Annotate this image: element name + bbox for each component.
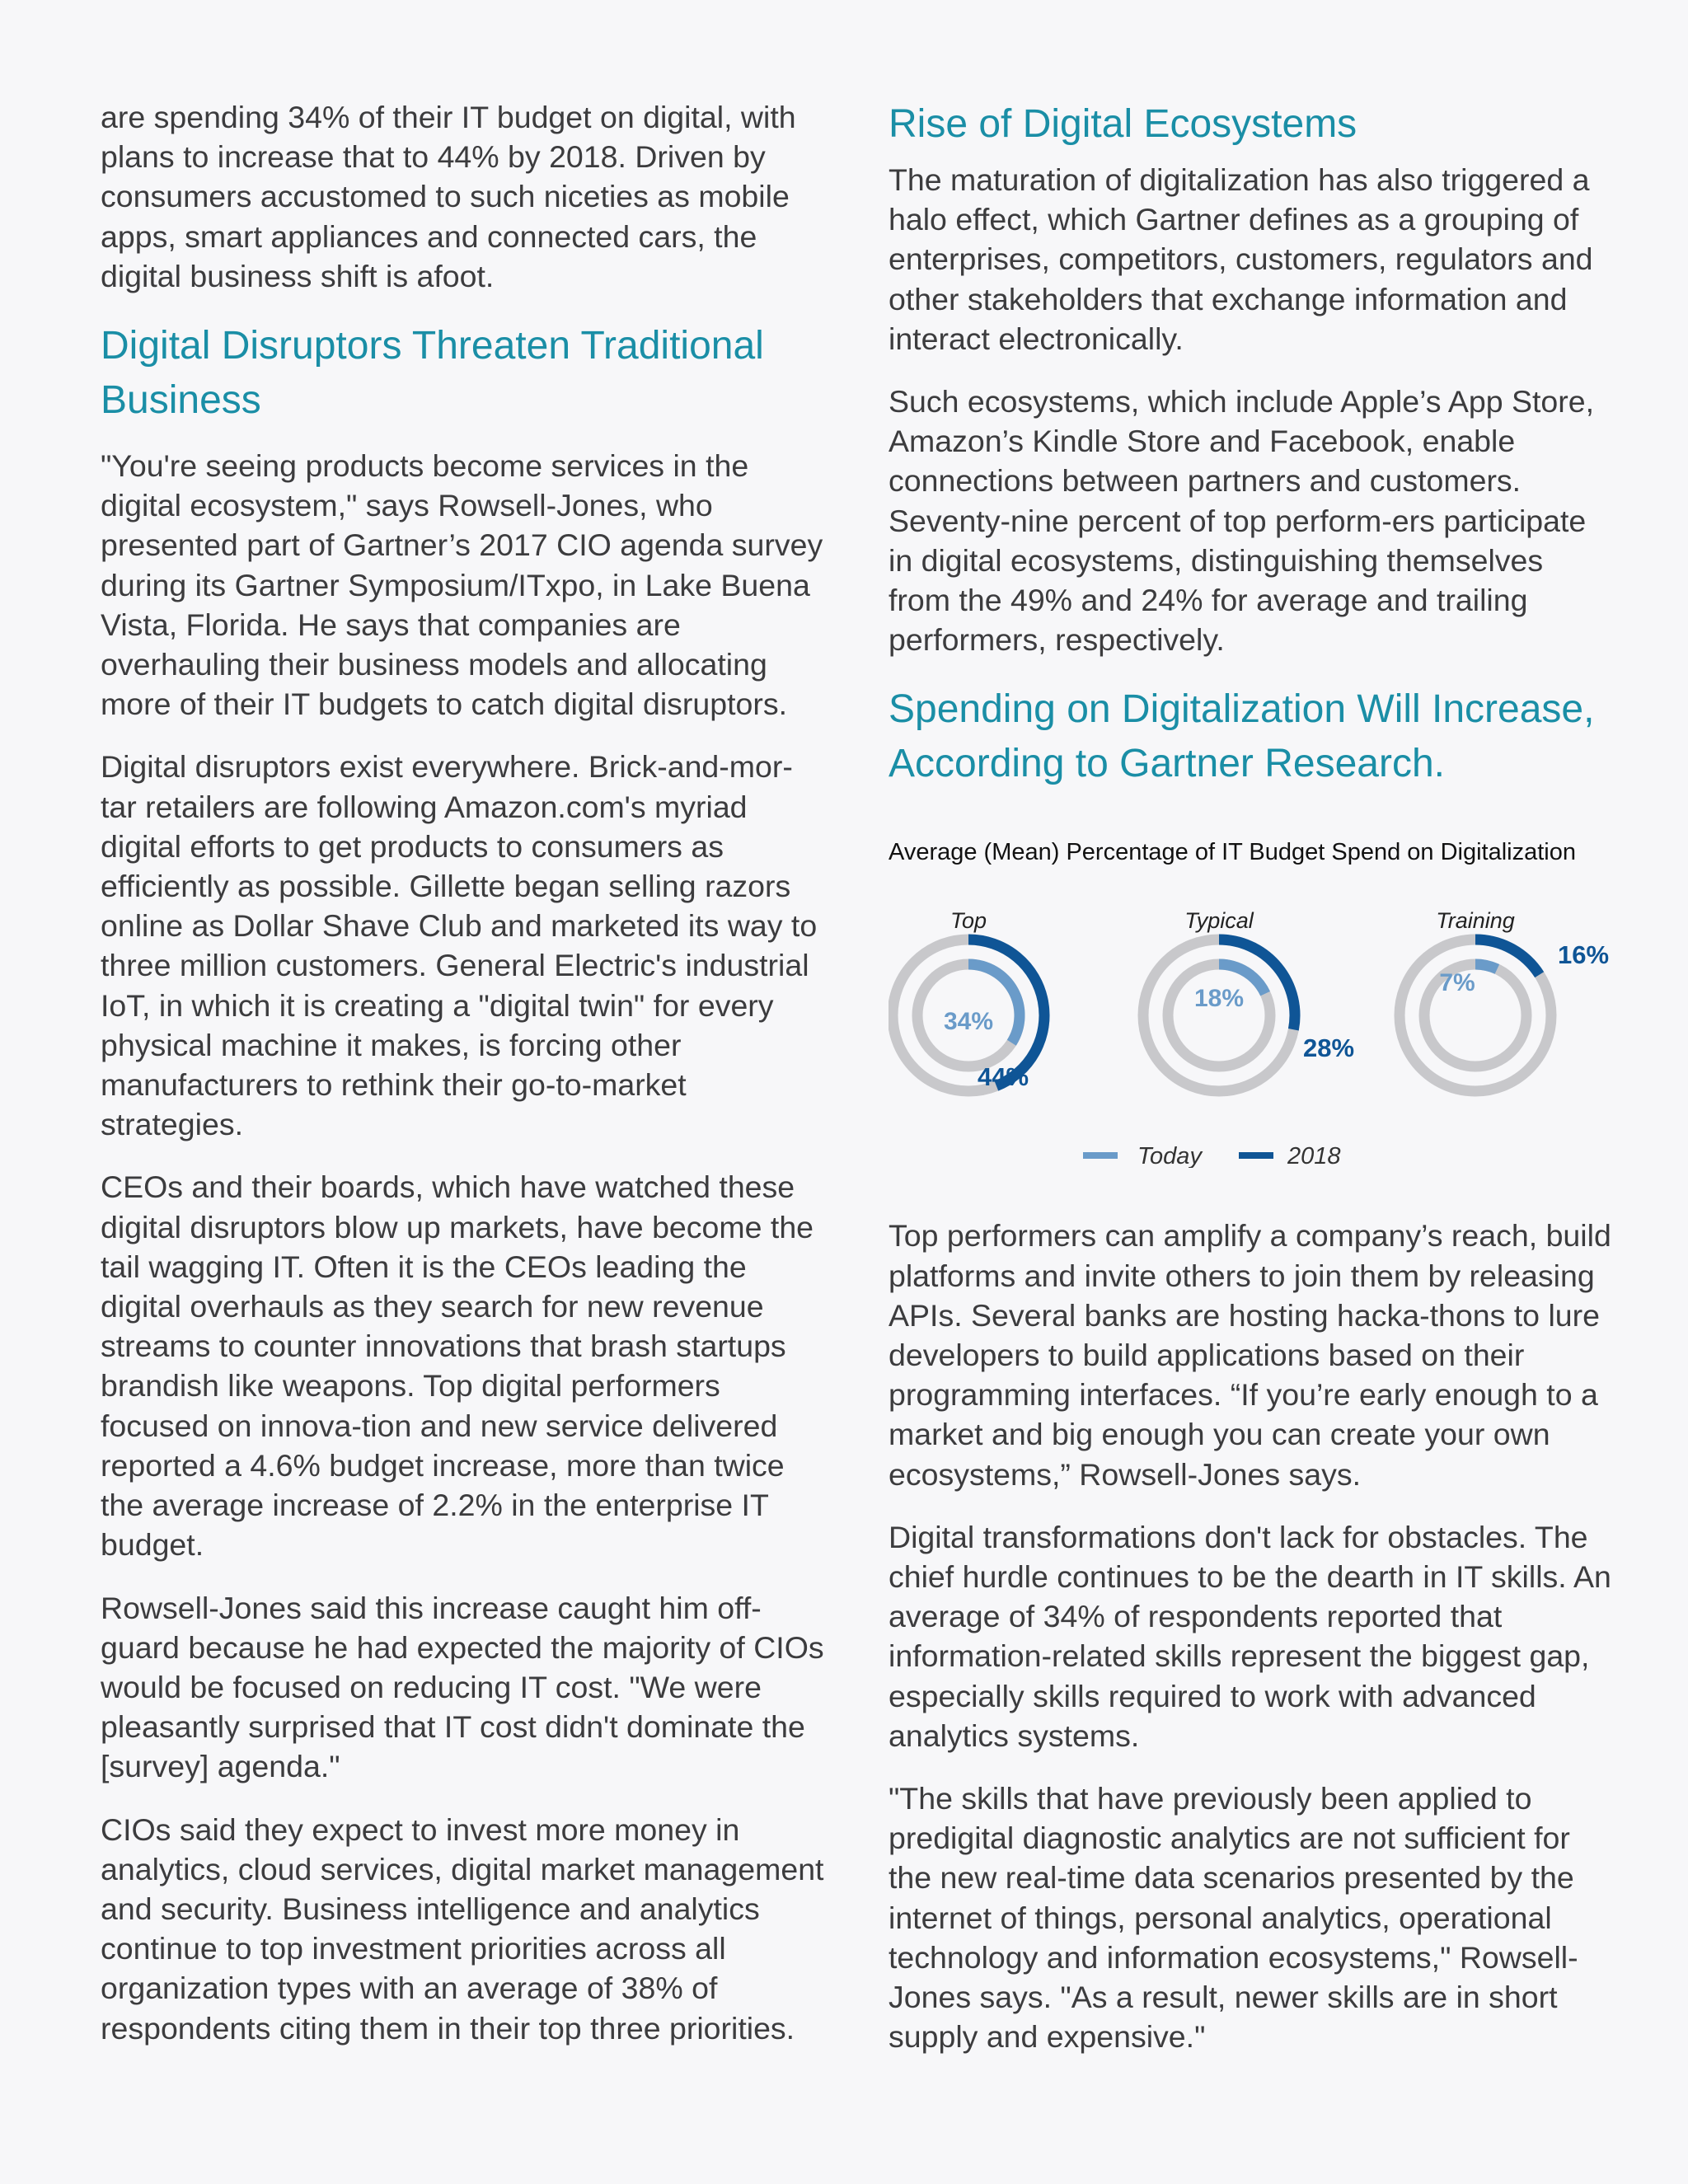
left-column [101, 97, 826, 2071]
category-label: Typical [1184, 908, 1254, 934]
legend-label-today: Today [1137, 1143, 1202, 1169]
section-heading-digital-disruptors: Digital Disruptors Threaten Traditional Business [101, 324, 764, 423]
y2018-value-label: 16% [1558, 940, 1610, 970]
paragraph: "The skills that have previously been applied to predigital diagnostic analytics are not sufficient for the new real-time data scenarios presented by the internet of things, personal analytics, operational technology and information ecosystems," Rowsell-Jones says. "As a result, newer skills are in short supply and expensive." [889, 1781, 1578, 2055]
today-value-label: 18% [1193, 985, 1245, 1013]
legend-label-2018: 2018 [1287, 1143, 1341, 1169]
today-value-label: 34% [943, 1008, 994, 1036]
paragraph: Rowsell-Jones said this increase caught him off-guard because he had expected the majority of CIOs would be focused on reducing IT cost. "We were pleasantly surprised that IT cost didn't dominate the [survey] agenda." [101, 1590, 824, 1784]
right-column [889, 97, 1612, 2080]
y2018-value-label: 44% [978, 1062, 1029, 1092]
paragraph: are spending 34% of their IT budget on digital, with plans to increase that to 44% by 2018. Driven by consumers accustomed to such niceties as mobile apps, smart appliances and connected cars, the digital business shift is afoot. [101, 100, 796, 293]
paragraph: Top performers can amplify a company’s reach, build platforms and invite others to join them by releasing APIs. Several banks are hosting hacka-thons to lure developers to build applications based on their programming interfaces. “If you’re early enough to a market and big enough you can create your own ecosystems,” Rowsell-Jones says. [889, 1218, 1611, 1492]
donut-chart-svg [889, 888, 1612, 1168]
paragraph: Digital transformations don't lack for obstacles. The chief hurdle continues to be the dearth in IT skills. An average of 34% of respondents reported that information-related skills represent the biggest gap, especially skills required to work with advanced analytics systems. [889, 1519, 1611, 1753]
paragraph: Such ecosystems, which include Apple’s App Store, Amazon’s Kindle Store and Facebook, enable connections between partners and customers. Seventy-nine percent of top perform-ers participate in digital ecosystems, distinguishing themselves from the 49% and 24% for average and trailing performers, respectively. [889, 384, 1595, 658]
section-heading-spending: Spending on Digitalization Will Increase, According to Gartner Research. [889, 687, 1595, 786]
arc-today [1475, 964, 1497, 969]
category-label: Training [1436, 908, 1515, 934]
category-label: Top [950, 908, 987, 934]
donut-chart [889, 839, 1612, 1168]
section-heading-rise-of-ecosystems: Rise of Digital Ecosystems [889, 102, 1357, 146]
y2018-value-label: 28% [1303, 1033, 1355, 1063]
paragraph: "You're seeing products become services in the digital ecosystem," says Rowsell-Jones, who presented part of Gartner’s 2017 CIO agenda survey during its Gartner Symposium/ITxpo, in Lake Buena Vista, Florida. He says that companies are overhauling their business models and allocating more of their IT budgets to catch digital disruptors. [101, 448, 823, 722]
chart-title: Average (Mean) Percentage of IT Budget Spend on Digitalization [889, 839, 1577, 866]
paragraph: CEOs and their boards, which have watched these digital disruptors blow up markets, have become the tail wagging IT. Often it is the CEOs leading the digital overhauls as they search for new revenue streams to counter innovations that brash startups brandish like weapons. Top digital performers focused on innova-tion and new service delivered reported a 4.6% budget increase, more than twice the average increase of 2.2% in the enterprise IT budget. [101, 1169, 814, 1563]
today-value-label: 7% [1439, 969, 1475, 997]
paragraph: Digital disruptors exist everywhere. Brick-and-mor-tar retailers are following Amazon.com's myriad digital efforts to get products to consumers as efficiently as possible. Gillette began selling razors online as Dollar Shave Club and marketed its way to three million customers. General Electric's industrial IoT, in which it is creating a "digital twin" for every physical machine it makes, is forcing other manufacturers to rethink their go-to-market strategies. [101, 749, 818, 1142]
paragraph: The maturation of digitalization has also triggered a halo effect, which Gartner defines as a grouping of enterprises, competitors, customers, regulators and other stakeholders that exchange information and interact electronically. [889, 162, 1593, 356]
paragraph: CIOs said they expect to invest more money in analytics, cloud services, digital market management and security. Business intelligence and analytics continue to top investment priorities across all organization types with an average of 38% of respondents citing them in their top three priorities. [101, 1811, 824, 2046]
